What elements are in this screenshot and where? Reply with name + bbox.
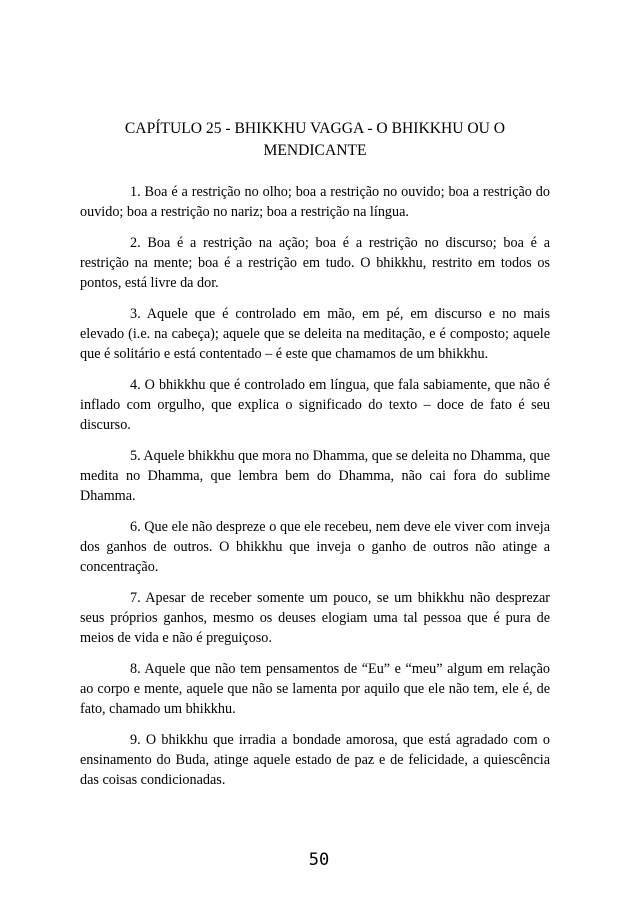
verse-2: 2. Boa é a restrição na ação; boa é a restrição no discurso; boa é a restrição na mente; boa é a restrição em tudo. O bhikkhu, restrito em todos os pontos, está livre da dor. [80,235,550,291]
verse-1: 1. Boa é a restrição no olho; boa a restrição no ouvido; boa a restrição do ouvido; boa a restrição no nariz; boa a restrição na língua. [80,184,550,220]
verse-7: 7. Apesar de receber somente um pouco, se um bhikkhu não desprezar seus próprios ganhos, mesmo os deuses elogiam uma tal pessoa que é pura de meios de vida e não é preguiçoso. [80,590,550,646]
verse-6: 6. Que ele não despreze o que ele recebeu, nem deve ele viver com inveja dos ganhos de outros. O bhikkhu que inveja o ganho de outros não atinge a concentração. [80,519,550,575]
chapter-title-line2: MENDICANTE [263,142,367,159]
verse-8: 8. Aquele que não tem pensamentos de “Eu” e “meu” algum em relação ao corpo e mente, aquele que não se lamenta por aquilo que ele não tem, ele é, de fato, chamado um bhikkhu. [80,661,550,717]
chapter-title [80,118,550,162]
verse-5: 5. Aquele bhikkhu que mora no Dhamma, que se deleita no Dhamma, que medita no Dhamma, que lembra bem do Dhamma, não cai fora do sublime Dhamma. [80,448,550,504]
page-content [80,118,550,801]
chapter-title-line1: CAPÍTULO 25 - BHIKKHU VAGGA - O BHIKKHU OU O [124,120,506,137]
verse-3: 3. Aquele que é controlado em mão, em pé, em discurso e no mais elevado (i.e. na cabeça); aquele que se deleita na meditação, e é composto; aquele que é solitário e está contentado – é este que chamamos de um bhikkhu. [80,306,550,362]
page-number: 50 [308,850,330,870]
verse-4: 4. O bhikkhu que é controlado em língua, que fala sabiamente, que não é inflado com orgulho, que explica o significado do texto – doce de fato é seu discurso. [80,377,550,433]
verse-9: 9. O bhikkhu que irradia a bondade amorosa, que está agradado com o ensinamento do Buda, atinge aquele estado de paz e de felicidade, a quiescência das coisas condicionadas. [80,732,550,788]
